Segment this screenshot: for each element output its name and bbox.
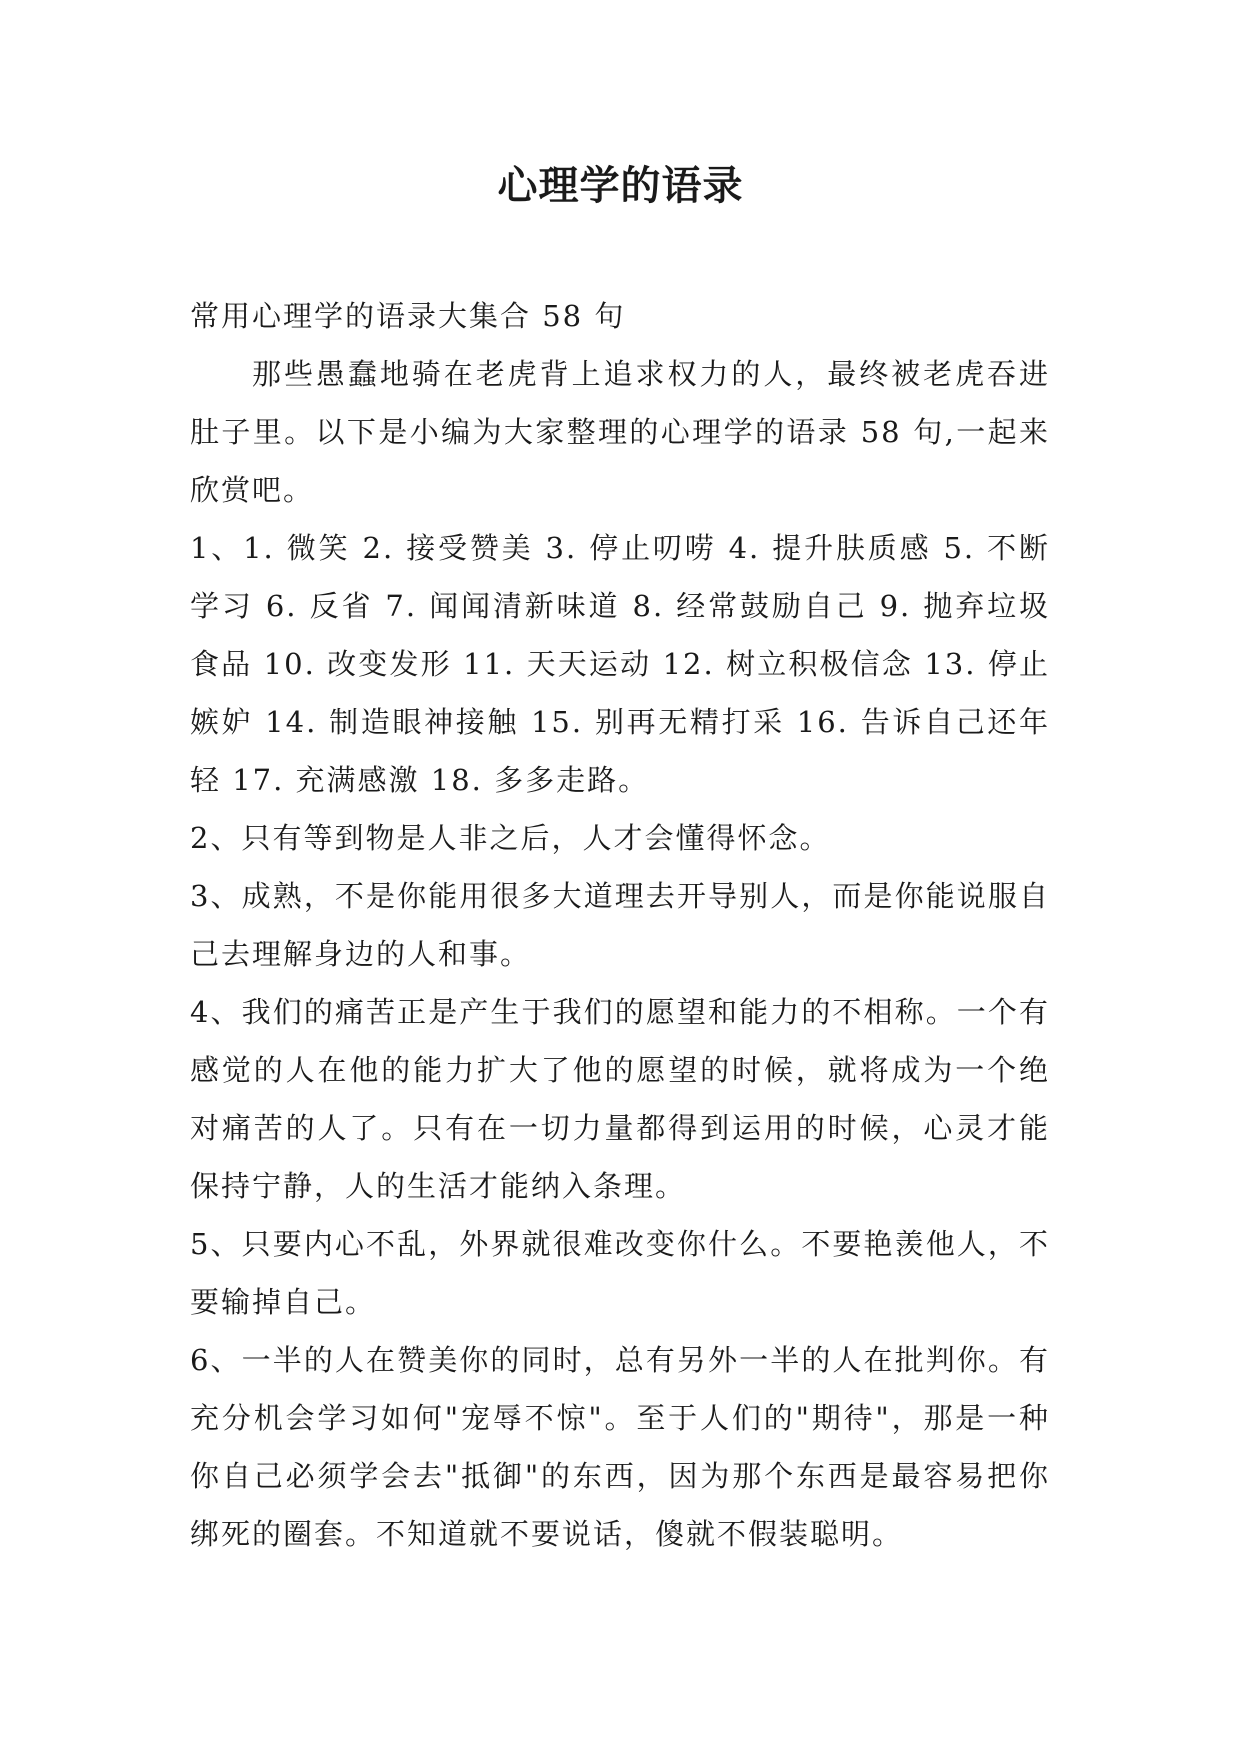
quote-item-5: 5、只要内心不乱，外界就很难改变你什么。不要艳羡他人，不要输掉自己。	[190, 1227, 1050, 1319]
quote-item-1: 1、1. 微笑 2. 接受赞美 3. 停止叨唠 4. 提升肤质感 5. 不断学习 6. 反省 7. 闻闻清新味道 8. 经常鼓励自己 9. 抛弃垃圾食品 10. 改变发形 11. 天天运动 12. 树立积极信念 13. 停止嫉妒 14. 制造眼神接触 15. 别再无精打采 16. 告诉自己还年轻 17. 充满感激 18. 多多走路。	[190, 531, 1050, 797]
quote-item-6: 6、一半的人在赞美你的同时，总有另外一半的人在批判你。有充分机会学习如何"宠辱不惊"。至于人们的"期待"，那是一种你自己必须学会去"抵御"的东西，因为那个东西是最容易把你绑死的圈套。不知道就不要说话，傻就不假装聪明。	[190, 1343, 1050, 1551]
subtitle-line: 常用心理学的语录大集合 58 句	[190, 299, 626, 333]
document-body	[190, 287, 1050, 1563]
quote-item-4: 4、我们的痛苦正是产生于我们的愿望和能力的不相称。一个有感觉的人在他的能力扩大了他的愿望的时候，就将成为一个绝对痛苦的人了。只有在一切力量都得到运用的时候，心灵才能保持宁静，人的生活才能纳入条理。	[190, 995, 1050, 1203]
document-title: 心理学的语录	[497, 163, 744, 209]
intro-paragraph: 那些愚蠢地骑在老虎背上追求权力的人，最终被老虎吞进肚子里。以下是小编为大家整理的心理学的语录 58 句,一起来欣赏吧。	[190, 357, 1050, 507]
quote-item-3: 3、成熟，不是你能用很多大道理去开导别人，而是你能说服自己去理解身边的人和事。	[190, 879, 1050, 971]
quote-item-2: 2、只有等到物是人非之后，人才会懂得怀念。	[190, 821, 831, 855]
